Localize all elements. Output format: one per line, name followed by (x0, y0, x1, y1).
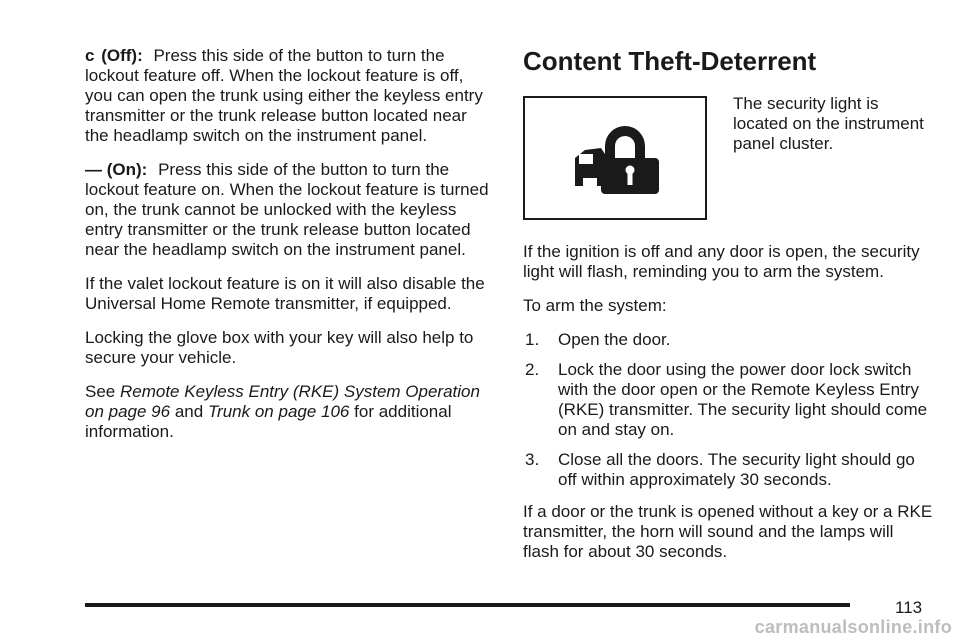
footer-rule (85, 603, 850, 607)
watermark: carmanualsonline.info (754, 617, 952, 637)
off-text: Press this side of the button to turn the lockout feature off. When the lockout feature is off, you can open the trunk using either the keyless entry transmitter or the trunk release button located near the headlamp switch on the instrument panel. (85, 46, 483, 145)
ignition-paragraph: If the ignition is off and any door is open, the security light will flash, reminding you to arm the system. (523, 242, 920, 281)
figure-row (523, 96, 933, 224)
to-arm-paragraph: To arm the system: (523, 296, 667, 315)
glovebox-paragraph: Locking the glove box with your key will also help to secure your vehicle. (85, 328, 474, 367)
security-light-figure (523, 96, 707, 220)
step-number: 1. (525, 330, 540, 349)
step-text: Close all the doors. The security light should go off within approximately 30 seconds. (558, 450, 915, 489)
arm-steps-list (523, 330, 933, 490)
see-suffix: for additional information. (85, 402, 452, 441)
step-number: 2. (525, 360, 540, 379)
on-text: Press this side of the button to turn the lockout feature on. When the lockout feature is turned on, the trunk cannot be unlocked with the keyless entry transmitter or the trunk release button located near the headlamp switch on the instrument panel. (85, 160, 489, 259)
on-paragraph (85, 160, 495, 260)
valet-paragraph: If the valet lockout feature is on it will also disable the Universal Home Remote transmitter, if equipped. (85, 274, 485, 313)
page-number: 113 (895, 598, 923, 617)
section-heading: Content Theft-Deterrent (523, 46, 817, 76)
see-and: and (174, 402, 204, 421)
list-item (525, 450, 933, 490)
step-text: Open the door. (558, 330, 671, 349)
figure-caption: The security light is located on the instrument panel cluster. (733, 94, 924, 153)
list-item (525, 360, 933, 440)
off-term: (Off): (101, 46, 143, 65)
see-paragraph (85, 382, 495, 442)
off-symbol: c (85, 46, 95, 65)
right-column (523, 46, 933, 576)
left-column (85, 46, 495, 456)
step-text: Lock the door using the power door lock switch with the door open or the Remote Keyless Entry (RKE) transmitter. The security light should come on and stay on. (558, 360, 928, 439)
on-term: — (On): (85, 160, 148, 179)
security-light-icon (571, 124, 663, 196)
step-number: 3. (525, 450, 540, 469)
trunk-link[interactable]: Trunk on page 106 (207, 402, 350, 421)
see-prefix: See (85, 382, 116, 401)
rke-link[interactable]: Remote Keyless Entry (RKE) System Operation on page 96 (85, 382, 480, 421)
opened-paragraph: If a door or the trunk is opened without a key or a RKE transmitter, the horn will sound and the lamps will flash for about 30 seconds. (523, 502, 933, 561)
list-item (525, 330, 933, 350)
off-paragraph (85, 46, 495, 146)
